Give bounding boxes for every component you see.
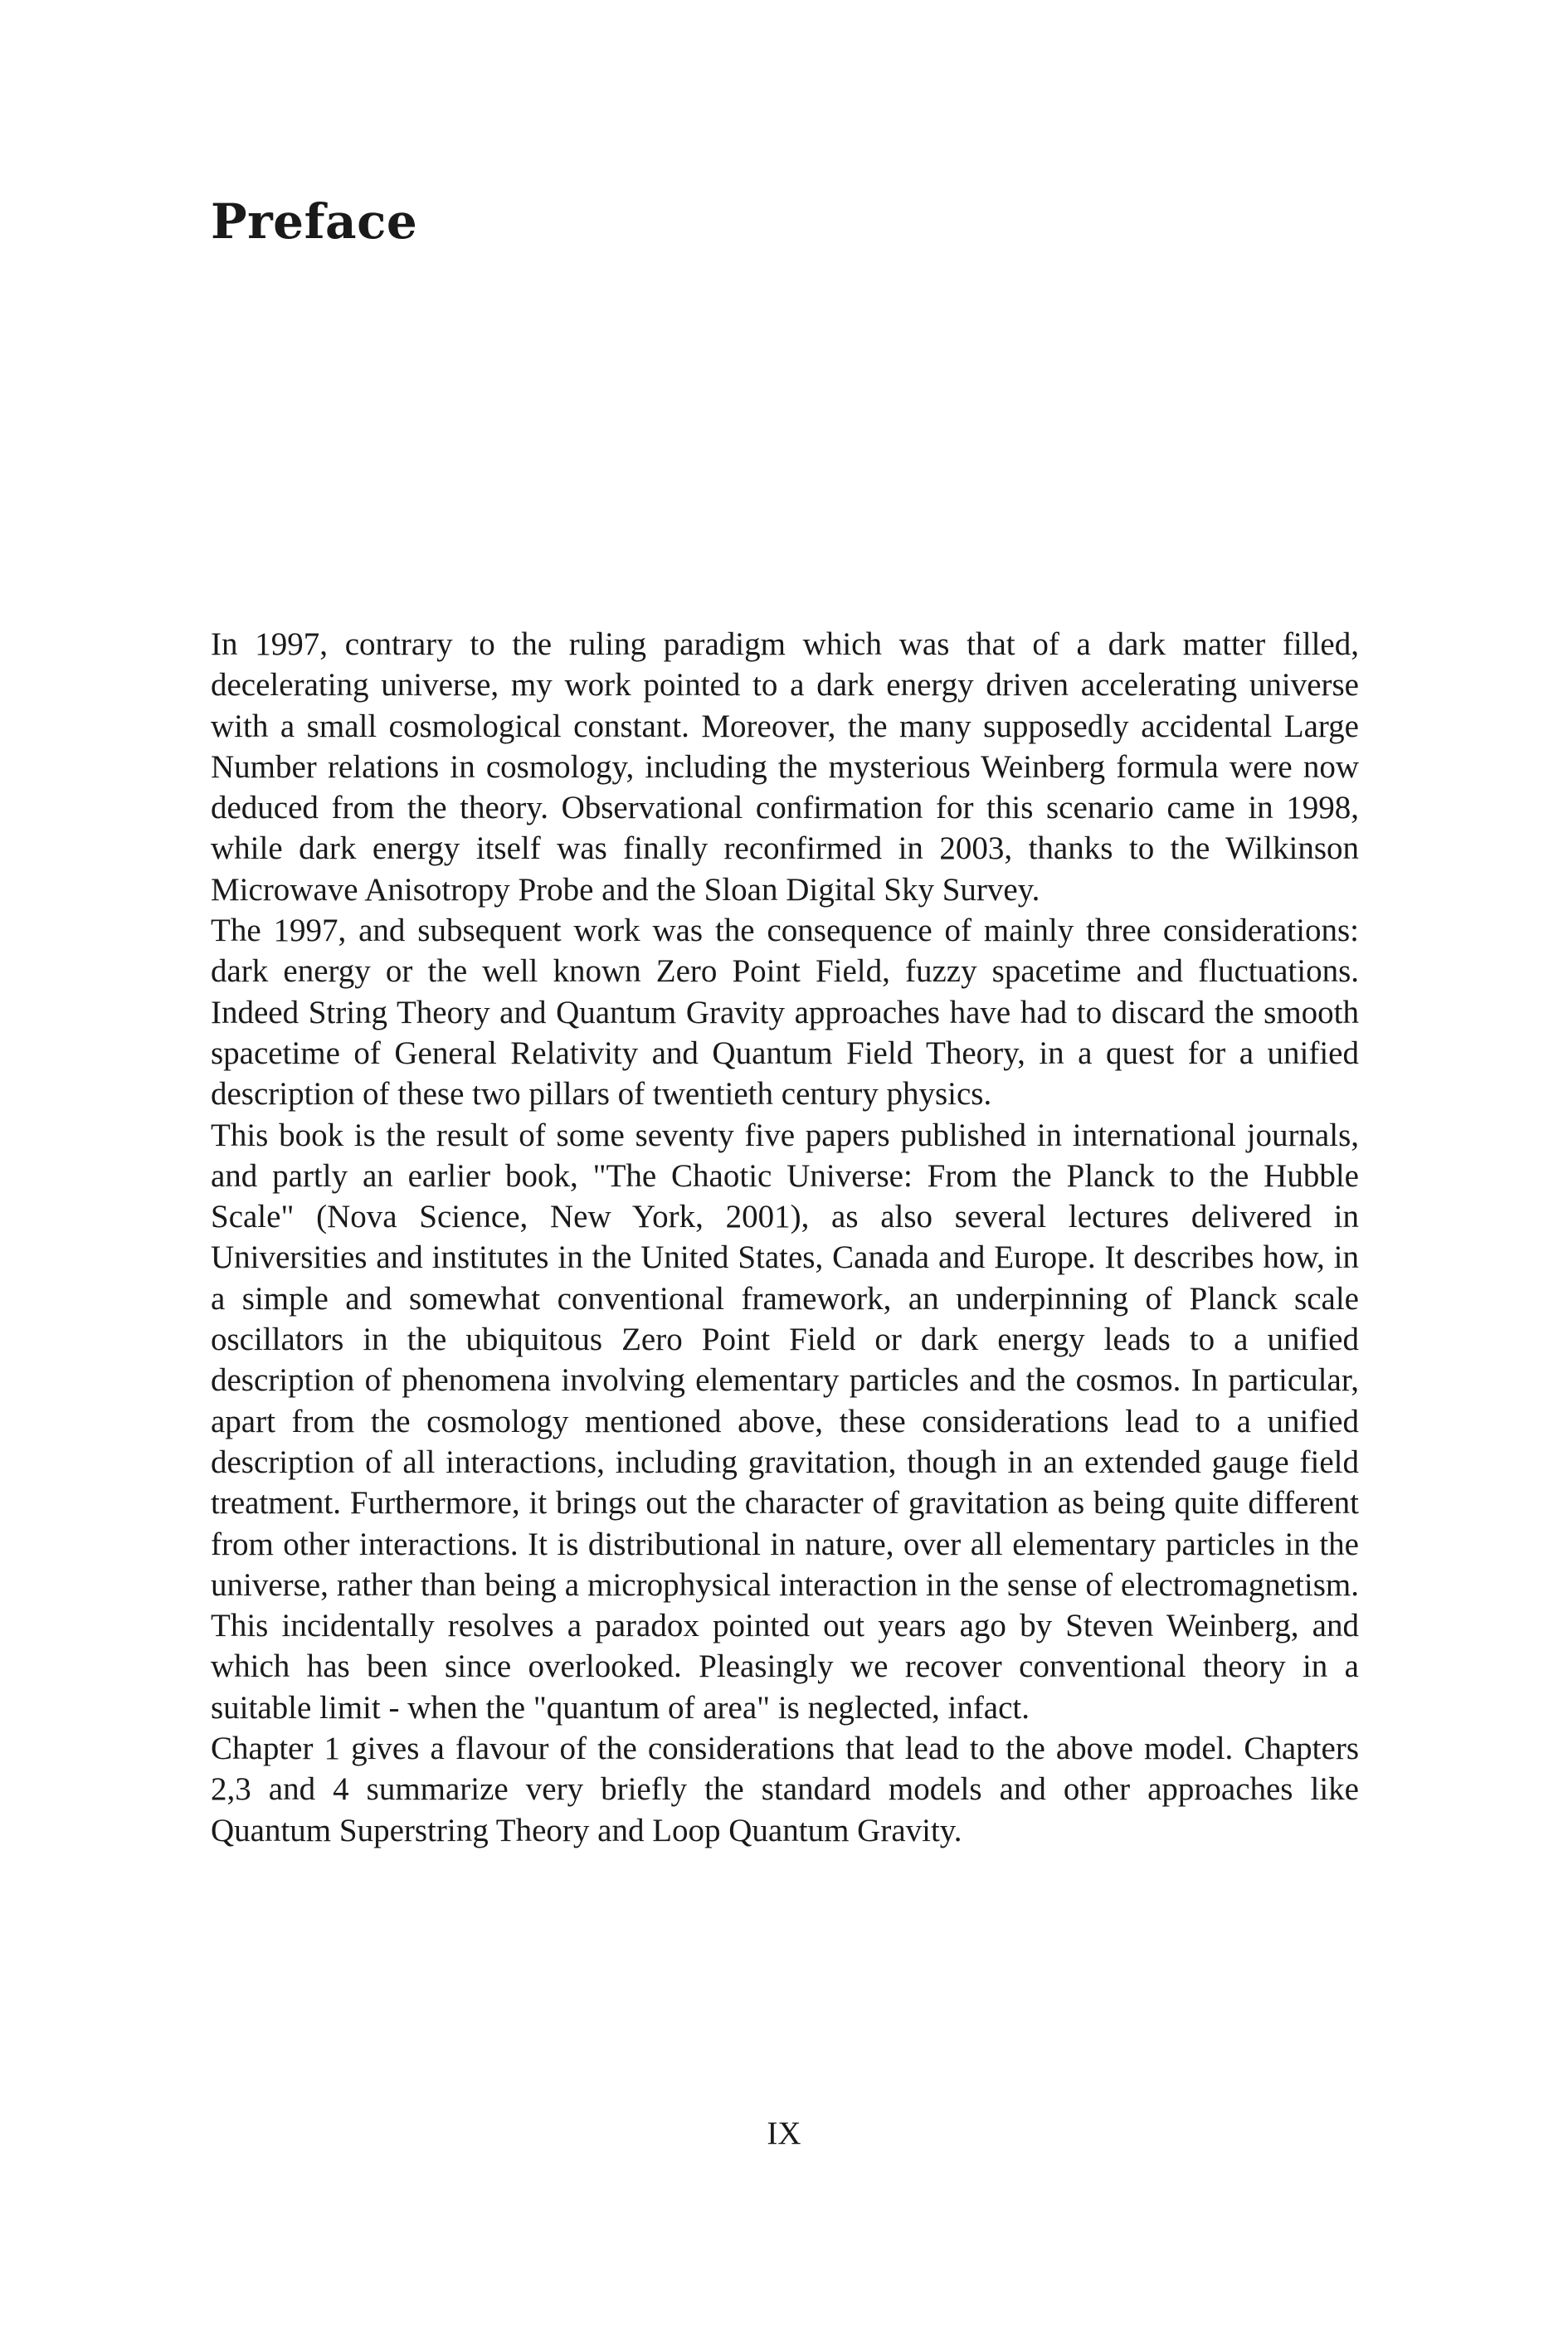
paragraph-4: Chapter 1 gives a flavour of the considerations that lead to the above model. Chapters 2,3 and 4 summarize very briefly the standard models and other approaches like Quantum Superstring Theory and Loop Quantum Gravity. <box>211 1731 1359 1848</box>
preface-body <box>211 624 1359 1851</box>
paragraph-2: The 1997, and subsequent work was the consequence of mainly three considerations: dark energy or the well known Zero Point Field, fuzzy spacetime and fluctuations. Indeed String Theory and Quantum Gravity approaches have had to discard the smooth spacetime of General Relativity and Quantum Field Theory, in a quest for a unified description of these two pillars of twentieth century physics. <box>211 913 1359 1113</box>
page-title: Preface <box>211 193 418 250</box>
paragraph-1: In 1997, contrary to the ruling paradigm which was that of a dark matter filled, decelerating universe, my work pointed to a dark energy driven accelerating universe with a small cosmological constant. Moreover, the many supposedly accidental Large Number relations in cosmology, including the mysterious Weinberg formula were now deduced from the theory. Observational confirmation for this scenario came in 1998, while dark energy itself was finally reconfirmed in 2003, thanks to the Wilkinson Microwave Anisotropy Probe and the Sloan Digital Sky Survey. <box>211 626 1359 908</box>
page-number: IX <box>767 2116 801 2151</box>
paragraph-3: This book is the result of some seventy five papers published in international journals, and partly an earlier book, "The Chaotic Universe: From the Planck to the Hubble Scale" (Nova Science, New York, 2001), as also several lectures delivered in Universities and institutes in the United States, Canada and Europe. It describes how, in a simple and somewhat conventional framework, an underpinning of Planck scale oscillators in the ubiquitous Zero Point Field or dark energy leads to a unified description of phenomena involving elementary particles and the cosmos. In particular, apart from the cosmology mentioned above, these considerations lead to a unified description of all interactions, including gravitation, though in an extended gauge field treatment. Furthermore, it brings out the character of gravitation as being quite different from other interactions. It is distributional in nature, over all elementary particles in the universe, rather than being a microphysical interaction in the sense of electromagnetism. This incidentally resolves a paradox pointed out years ago by Steven Weinberg, and which has been since overlooked. Pleasingly we recover conventional theory in a suitable limit - when the "quantum of area" is neglected, infact. <box>211 1117 1359 1726</box>
